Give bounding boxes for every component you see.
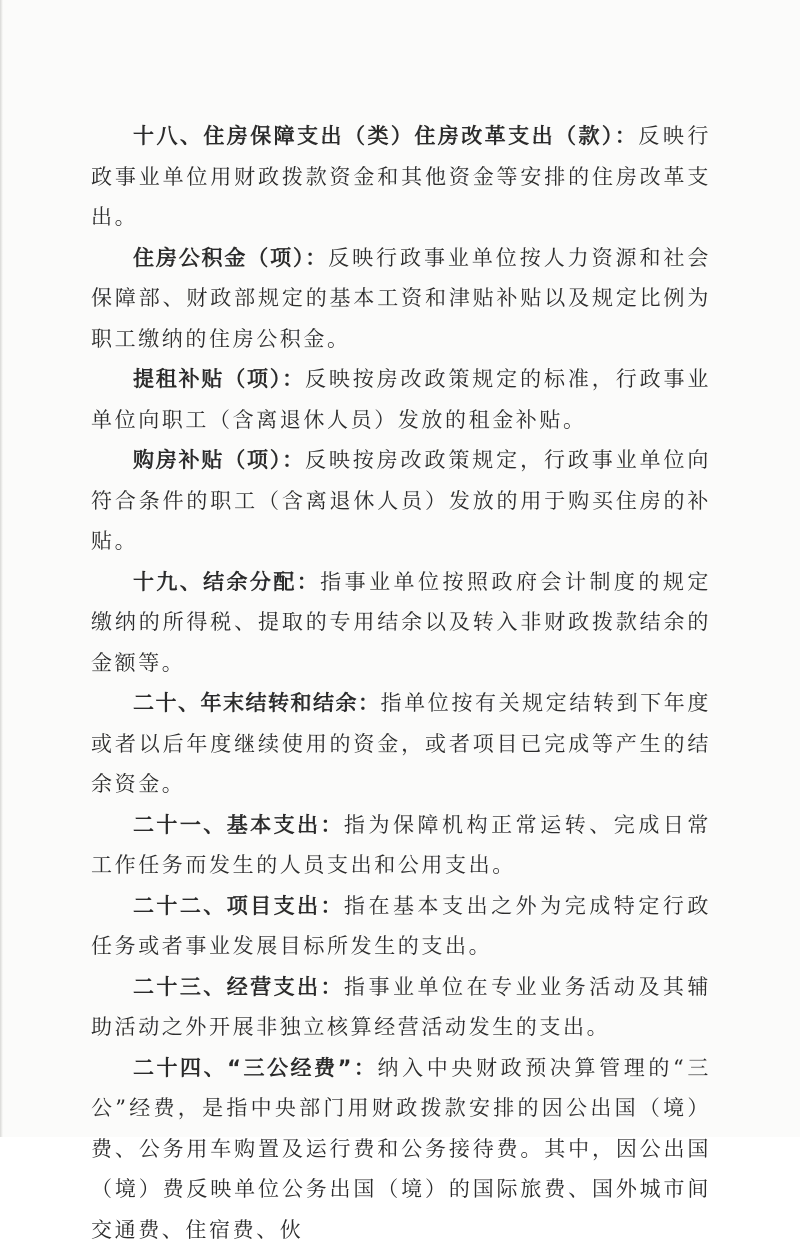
paragraph-three-public-expenses (91, 1048, 711, 1250)
paragraph-project-expenditure (91, 886, 711, 967)
paragraph-text: 反映行政事业单位按人力资源和社会保障部、财政部规定的基本工资和津贴补贴以及规定比例为职工缴纳的住房公积金。 (91, 246, 711, 351)
paragraph-heading: 二十一、基本支出： (133, 813, 344, 837)
paragraph-operating-expenditure (91, 967, 711, 1048)
paragraph-heading: 十八、住房保障支出（类）住房改革支出（款）： (133, 124, 638, 148)
paragraph-heading: 购房补贴（项）： (133, 448, 305, 472)
paragraph-surplus-distribution (91, 562, 711, 684)
paragraph-heading: 住房公积金（项）： (133, 246, 328, 270)
paragraph-purchase-subsidy (91, 440, 711, 562)
paragraph-heading: 二十四、“三公经费”： (133, 1056, 377, 1080)
paragraph-text: 指单位按有关规定结转到下年度或者以后年度继续使用的资金，或者项目已完成等产生的结余资金。 (91, 691, 711, 796)
paragraph-heading: 二十二、项目支出： (133, 894, 344, 918)
paragraph-housing-reform (91, 116, 711, 238)
paragraph-text: 反映按房改政策规定的标准，行政事业单位向职工（含离退休人员）发放的租金补贴。 (91, 367, 711, 432)
paragraph-text: 反映按房改政策规定，行政事业单位向符合条件的职工（含离退休人员）发放的用于购买住房的补贴。 (91, 448, 711, 553)
paragraph-rent-subsidy (91, 359, 711, 440)
paragraph-housing-fund (91, 238, 711, 360)
paragraph-heading: 二十三、经营支出： (133, 975, 344, 999)
document-body (91, 116, 711, 1250)
paragraph-text: 指事业单位按照政府会计制度的规定缴纳的所得税、提取的专用结余以及转入非财政拨款结余的金额等。 (91, 570, 711, 675)
paragraph-heading: 十九、结余分配： (133, 570, 320, 594)
paragraph-heading: 二十、年末结转和结余： (133, 691, 381, 715)
paragraph-basic-expenditure (91, 805, 711, 886)
paragraph-heading: 提租补贴（项）： (133, 367, 305, 391)
paragraph-text: 纳入中央财政预决算管理的“三公”经费，是指中央部门用财政拨款安排的因公出国（境）费、公务用车购置及运行费和公务接待费。其中，因公出国（境）费反映单位公务出国（境）的国际旅费、国外城市间交通费、住宿费、伙 (91, 1056, 711, 1242)
paragraph-year-end-carryover (91, 683, 711, 805)
scan-edge-shadow (0, 0, 3, 1137)
paragraph-text: 反映行政事业单位用财政拨款资金和其他资金等安排的住房改革支出。 (91, 124, 711, 229)
paragraph-text: 指在基本支出之外为完成特定行政任务或者事业发展目标所发生的支出。 (91, 894, 711, 959)
paragraph-text: 指事业单位在专业业务活动及其辅助活动之外开展非独立核算经营活动发生的支出。 (91, 975, 711, 1040)
paragraph-text: 指为保障机构正常运转、完成日常工作任务而发生的人员支出和公用支出。 (91, 813, 711, 878)
